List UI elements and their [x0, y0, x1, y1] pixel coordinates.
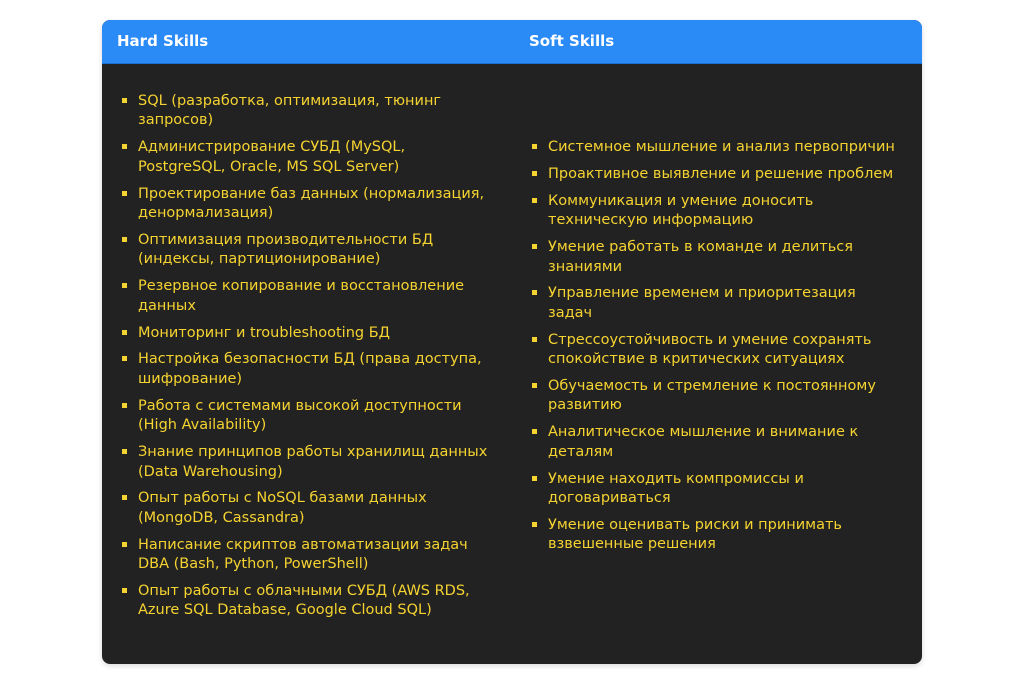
bullet-icon [532, 429, 537, 434]
list-item [120, 582, 492, 621]
skill-text: Резервное копирование и восстановление данных [138, 278, 465, 314]
skill-text: Умение работать в команде и делиться знаниями [548, 239, 853, 275]
bullet-icon [532, 144, 537, 149]
bullet-icon [122, 588, 127, 593]
bullet-icon [122, 144, 127, 149]
list-item [120, 324, 492, 343]
soft-skills-list [530, 138, 902, 562]
skill-text: Знание принципов работы хранилищ данных (Data Warehousing) [138, 444, 488, 480]
skill-text: Опыт работы с NoSQL базами данных (MongoDB, Cassandra) [138, 490, 427, 526]
list-item [530, 192, 902, 231]
bullet-icon [532, 290, 537, 295]
skill-text: Обучаемость и стремление к постоянному развитию [548, 378, 876, 414]
table-header [102, 20, 922, 64]
list-item [120, 536, 492, 575]
list-item [530, 423, 902, 462]
list-item [530, 165, 902, 184]
list-item [530, 516, 902, 555]
list-item [530, 470, 902, 509]
skill-text: Мониторинг и troubleshooting БД [138, 324, 390, 341]
bullet-icon [122, 356, 127, 361]
skill-text: Работа с системами высокой доступности (High Availability) [138, 397, 462, 434]
soft-skills-header: Soft Skills [529, 32, 615, 50]
skill-text: Управление временем и приоритезация задач [548, 285, 856, 321]
list-item [120, 231, 492, 270]
list-item [120, 138, 492, 177]
skill-text: Умение находить компромиссы и договариваться [548, 470, 804, 507]
bullet-icon [532, 198, 537, 203]
bullet-icon [532, 337, 537, 342]
skill-text: Аналитическое мышление и внимание к деталям [548, 424, 859, 460]
bullet-icon [122, 237, 127, 242]
bullet-icon [122, 403, 127, 408]
list-item [120, 350, 492, 389]
list-item [530, 331, 902, 370]
list-item [530, 238, 902, 277]
skill-text: Системное мышление и анализ первопричин [548, 139, 895, 155]
bullet-icon [532, 244, 537, 249]
skill-text: Проактивное выявление и решение проблем [548, 165, 894, 182]
skill-text: Стрессоустойчивость и умение сохранять спокойствие в критических ситуациях [548, 331, 872, 368]
list-item [120, 185, 492, 224]
list-item [120, 397, 492, 436]
bullet-icon [122, 283, 127, 288]
bullet-icon [122, 191, 127, 196]
skill-text: Опыт работы с облачными СУБД (AWS RDS, Azure SQL Database, Google Cloud SQL) [138, 583, 470, 619]
skill-text: Проектирование баз данных (нормализация, денормализация) [138, 185, 485, 222]
list-item [120, 92, 492, 131]
list-item [120, 277, 492, 316]
skills-table-card [102, 20, 922, 664]
list-item [120, 443, 492, 482]
list-item [530, 284, 902, 323]
bullet-icon [532, 171, 537, 176]
skill-text: Написание скриптов автоматизации задач DBA (Bash, Python, PowerShell) [138, 536, 468, 573]
bullet-icon [532, 476, 537, 481]
bullet-icon [532, 383, 537, 388]
list-item [530, 377, 902, 416]
bullet-icon [122, 542, 127, 547]
skill-text: Оптимизация производительности БД (индексы, партиционирование) [138, 231, 434, 268]
bullet-icon [532, 522, 537, 527]
skill-text: Коммуникация и умение доносить техническую информацию [548, 192, 814, 229]
list-item [120, 489, 492, 528]
skill-text: SQL (разработка, оптимизация, тюнинг запросов) [138, 93, 442, 129]
hard-skills-header: Hard Skills [117, 32, 209, 50]
bullet-icon [122, 330, 127, 335]
skill-text: Настройка безопасности БД (права доступа, шифрование) [138, 351, 482, 387]
bullet-icon [122, 495, 127, 500]
list-item [530, 138, 902, 157]
skill-text: Администрирование СУБД (MySQL, PostgreSQL, Oracle, MS SQL Server) [138, 139, 406, 175]
bullet-icon [122, 98, 127, 103]
skill-text: Умение оценивать риски и принимать взвешенные решения [548, 517, 842, 553]
hard-skills-list [120, 92, 492, 628]
bullet-icon [122, 449, 127, 454]
